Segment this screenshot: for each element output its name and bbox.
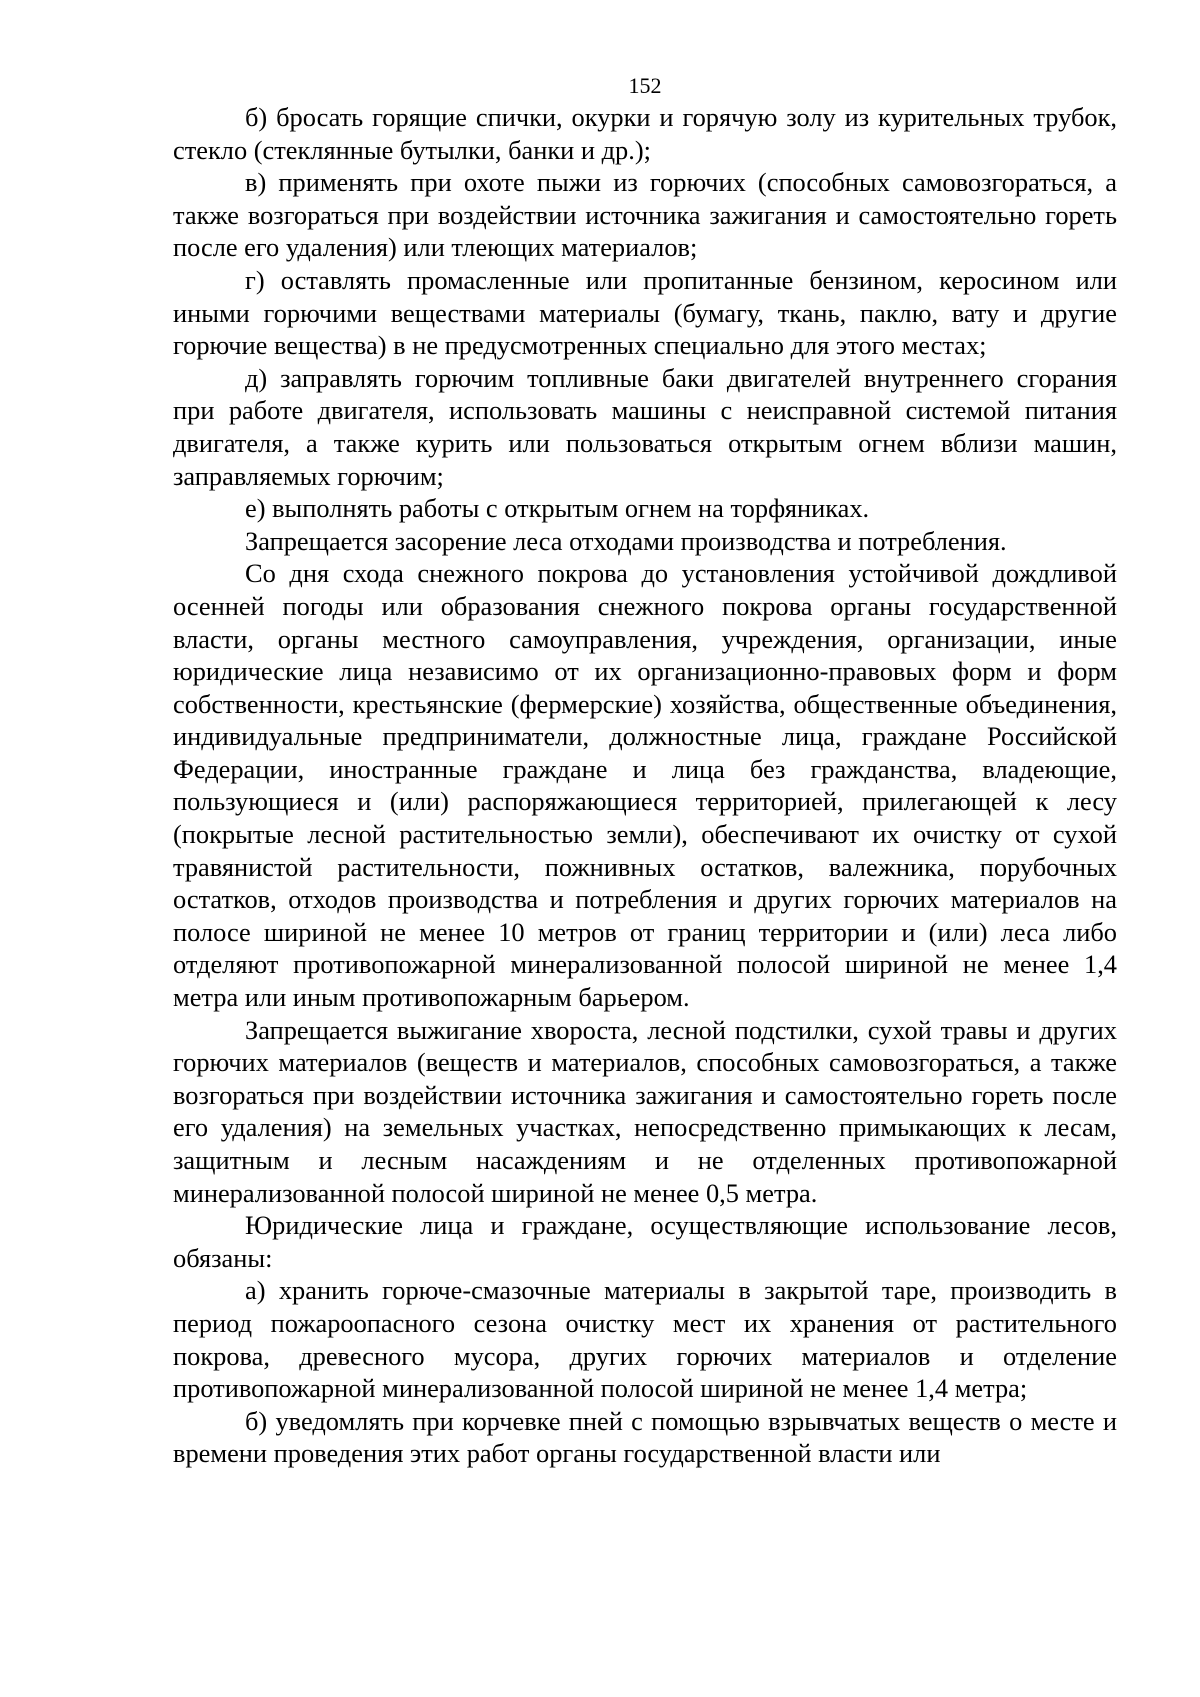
paragraph-item-e-peatlands: е) выполнять работы с открытым огнем на торфяниках. <box>245 493 870 524</box>
paragraph-item-d-refueling: д) заправлять горючим топливные баки двигателей внутреннего сгорания при работе двигателя, использовать машины с неисправной системой питания двигателя, а также курить или пользоваться открытым огнем вблизи машин, заправляемых горючим; <box>173 362 1117 491</box>
document-body <box>173 101 1117 1470</box>
paragraph-burning-prohibition: Запрещается выжигание хвороста, лесной подстилки, сухой травы и других горючих материалов (веществ и материалов, способных самовозгораться, а также возгораться при воздействии источника зажигания и самостоятельно гореть после его удаления) на земельных участках, непосредственно примыкающих к лесам, защитным и лесным насаждениям и не отделенных противопожарной минерализованной полосой шириной не менее 0,5 метра. <box>173 1014 1117 1208</box>
paragraph-item-v-hunting-wads: в) применять при охоте пыжи из горючих (способных самовозгораться, а также возгораться при воздействии источника зажигания и самостоятельно гореть после его удаления) или тлеющих материалов; <box>173 167 1117 263</box>
paragraph-item-g-oily-materials: г) оставлять промасленные или пропитанные бензином, керосином или иными горючими веществами материалы (бумагу, ткань, паклю, вату и другие горючие вещества) в не предусмотренных специально для этого местах; <box>173 264 1117 361</box>
paragraph-item-b-stump-blasting: б) уведомлять при корчевке пней с помощью взрывчатых веществ о месте и времени проведения этих работ органы государственной власти или <box>173 1405 1117 1469</box>
paragraph-item-b-throwing: б) бросать горящие спички, окурки и горячую золу из курительных трубок, стекло (стеклянные бутылки, банки и др.); <box>173 102 1117 165</box>
paragraph-territory-clearing: Со дня схода снежного покрова до установления устойчивой дождливой осенней погоды или образования снежного покрова органы государственной власти, органы местного самоуправления, учреждения, организации, иные юридические лица независимо от их организационно-правовых форм и форм собственности, крестьянские (фермерские) хозяйства, общественные объединения, индивидуальные предприниматели, должностные лица, граждане Российской Федерации, иностранные граждане и лица без гражданства, владеющие, пользующиеся и (или) распоряжающиеся территорией, прилегающей к лесу (покрытые лесной растительностью земли), обеспечивают их очистку от сухой травянистой растительности, пожнивных остатков, валежника, порубочных остатков, отходов производства и потребления и других горючих материалов на полосе шириной не менее 10 метров от границ территории и (или) леса либо отделяют противопожарной минерализованной полосой шириной не менее 1,4 метра или иным противопожарным барьером. <box>173 558 1117 1013</box>
paragraph-obligations-intro: Юридические лица и граждане, осуществляющие использование лесов, обязаны: <box>173 1210 1117 1273</box>
paragraph-item-a-fuel-storage: а) хранить горюче-смазочные материалы в закрытой таре, производить в период пожароопасного сезона очистку мест их хранения от растительного покрова, древесного мусора, других горючих материалов и отделение противопожарной минерализованной полосой шириной не менее 1,4 метра; <box>173 1275 1117 1404</box>
page-number: 152 <box>628 73 662 98</box>
paragraph-forest-littering: Запрещается засорение леса отходами производства и потребления. <box>245 525 1007 556</box>
